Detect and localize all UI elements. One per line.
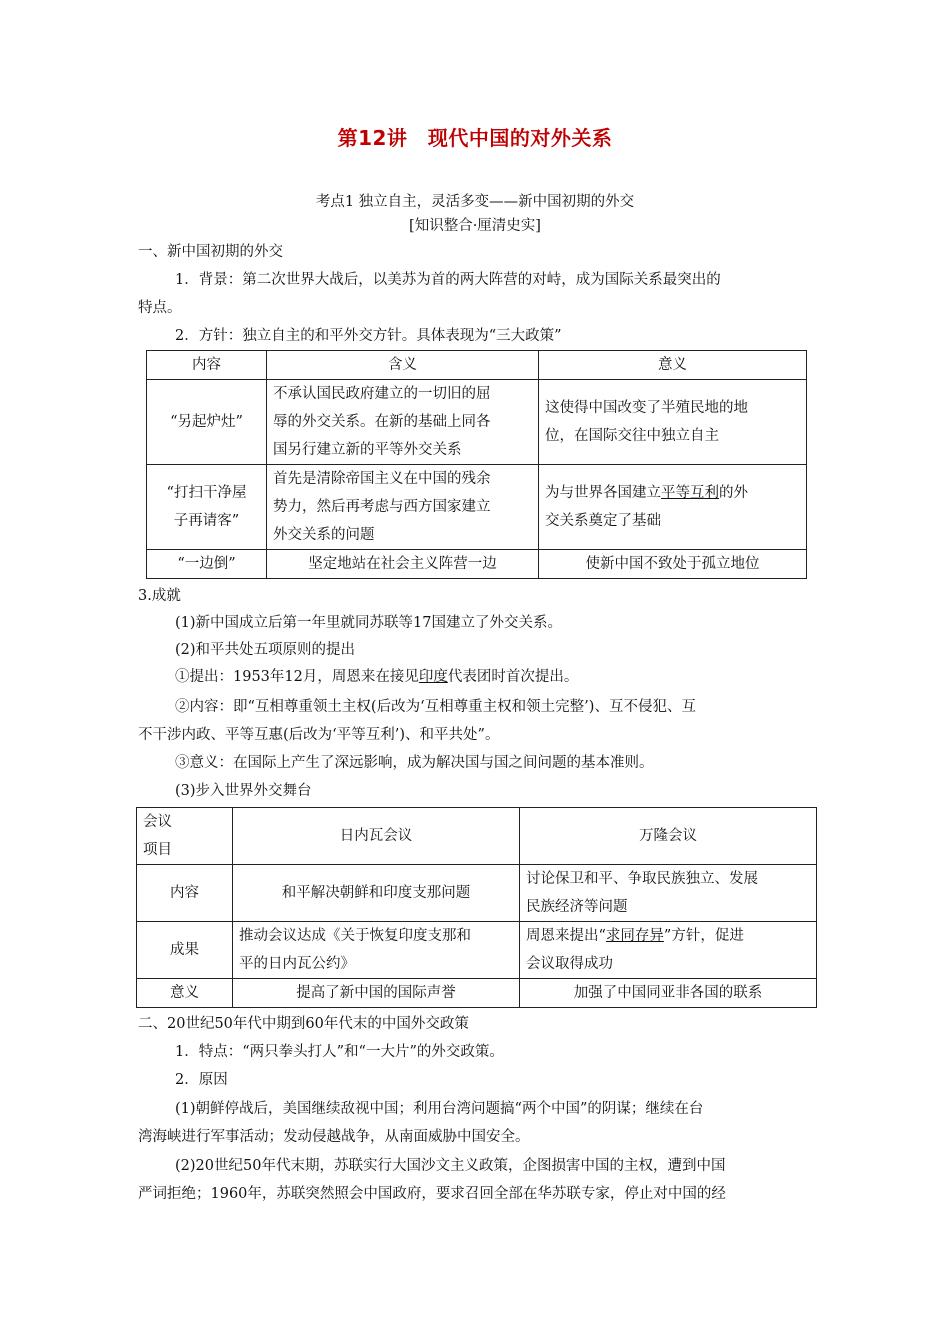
policy-name: “一边倒” <box>147 550 267 579</box>
geneva-significance: 提高了新中国的国际声誉 <box>233 979 520 1008</box>
achievement-2-significance: ③意义：在国际上产生了深远影响，成为解决国与国之间问题的基本准则。 <box>175 755 654 771</box>
page-title: 第12讲 现代中国的对外关系 <box>337 126 613 150</box>
conferences-table <box>136 807 817 1008</box>
cell-line: 项目 <box>143 842 172 858</box>
policy-meaning <box>267 465 539 550</box>
table-row <box>137 865 817 922</box>
policy-significance <box>539 380 807 465</box>
cell-line: 会议取得成功 <box>526 956 613 972</box>
background-line-1: 1．背景：第二次世界大战后，以美苏为首的两大阵营的对峙，成为国际关系最突出的 <box>175 272 721 288</box>
table-header-row <box>137 808 817 865</box>
text-span: ①提出：1953年12月，周恩来在接见 <box>175 669 419 685</box>
underlined-term: 求同存异 <box>605 928 664 944</box>
cell-line: 推动会议达成《关于恢复印度支那和 <box>239 928 471 944</box>
achievement-3: (3)步入世界外交舞台 <box>175 783 312 799</box>
text-span: 的外 <box>719 485 748 501</box>
table-header-cell: 意义 <box>539 351 807 380</box>
cell-line: 这使得中国改变了半殖民地的地 <box>545 400 748 416</box>
achievement-2-content-line-2: 不干涉内政、平等互惠(后改为‘平等互利’)、和平共处”。 <box>138 727 500 743</box>
cell-line: “打扫干净屋 <box>166 485 247 501</box>
underlined-term: 印度 <box>418 669 448 685</box>
row-label: 内容 <box>137 865 233 922</box>
table-row <box>147 380 807 465</box>
background-line-2: 特点。 <box>138 300 182 316</box>
table-header-cell: 含义 <box>267 351 539 380</box>
section-heading-2: 二、20世纪50年代中期到60年代末的中国外交政策 <box>138 1016 469 1032</box>
policy-meaning <box>267 380 539 465</box>
cell-line: 首先是清除帝国主义在中国的残余 <box>273 471 491 487</box>
cell-line: 位，在国际交往中独立自主 <box>545 428 719 444</box>
cell-line: 势力，然后再考虑与西方国家建立 <box>273 499 491 515</box>
reason-1-line-2: 湾海峡进行军事活动；发动侵越战争，从南面威胁中国安全。 <box>138 1129 530 1145</box>
text-span: ”方针，促进 <box>663 928 744 944</box>
table-row <box>137 979 817 1008</box>
table-header-cell: 万隆会议 <box>520 808 817 865</box>
achievement-1: (1)新中国成立后第一年里就同苏联等17国建立了外交关系。 <box>175 615 562 631</box>
section-tag: [知识整合·厘清史实] <box>409 218 541 234</box>
achievement-heading: 3.成就 <box>138 588 181 604</box>
cell-line: 国另行建立新的平等外交关系 <box>273 442 462 458</box>
table-header-cell: 内容 <box>147 351 267 380</box>
table-row <box>147 550 807 579</box>
cell-line: 外交关系的问题 <box>273 527 375 543</box>
reasons-heading: 2．原因 <box>175 1072 228 1088</box>
row-label: 意义 <box>137 979 233 1008</box>
three-policies-table <box>146 350 807 579</box>
section-heading-1: 一、新中国初期的外交 <box>138 244 283 260</box>
cell-line: 辱的外交关系。在新的基础上同各 <box>273 414 491 430</box>
policy-name: “另起炉灶” <box>147 380 267 465</box>
achievement-2: (2)和平共处五项原则的提出 <box>175 642 356 658</box>
table-row <box>147 465 807 550</box>
reason-2-line-2: 严词拒绝；1960年，苏联突然照会中国政府，要求召回全部在华苏联专家，停止对中国的经 <box>138 1186 726 1202</box>
cell-line: 会议 <box>143 814 172 830</box>
cell-line: 平的日内瓦公约》 <box>239 956 355 972</box>
geneva-content: 和平解决朝鲜和印度支那问题 <box>233 865 520 922</box>
row-label: 成果 <box>137 922 233 979</box>
policy-meaning: 坚定地站在社会主义阵营一边 <box>267 550 539 579</box>
bandung-significance: 加强了中国同亚非各国的联系 <box>520 979 817 1008</box>
reason-1-line-1: (1)朝鲜停战后，美国继续敌视中国；利用台湾问题搞“两个中国”的阴谋；继续在台 <box>175 1101 704 1117</box>
policy-line: 2．方针：独立自主的和平外交方针。具体表现为“三大政策” <box>175 328 562 344</box>
policy-significance: 使新中国不致处于孤立地位 <box>539 550 807 579</box>
policy-name <box>147 465 267 550</box>
text-span: 代表团时首次提出。 <box>447 669 579 685</box>
table-row <box>137 922 817 979</box>
section-subtitle: 考点1 独立自主，灵活多变——新中国初期的外交 <box>315 194 635 210</box>
geneva-result <box>233 922 520 979</box>
policy-significance <box>539 465 807 550</box>
achievement-2-proposal <box>0 665 950 686</box>
achievement-2-content-line-1: ②内容：即“互相尊重领土主权(后改为‘互相尊重主权和领土完整’)、互不侵犯、互 <box>175 699 696 715</box>
features-line: 1．特点：“两只拳头打人”和“一大片”的外交政策。 <box>175 1044 504 1060</box>
cell-line <box>545 479 800 507</box>
bandung-result <box>520 922 817 979</box>
underlined-term: 平等互利 <box>661 485 719 501</box>
table-header-row <box>147 351 807 380</box>
cell-line: 子再请客” <box>173 513 240 529</box>
bandung-content <box>520 865 817 922</box>
table-header-cell: 日内瓦会议 <box>233 808 520 865</box>
cell-line: 讨论保卫和平、争取民族独立、发展 <box>526 871 758 887</box>
cell-line <box>526 922 810 950</box>
cell-line: 不承认国民政府建立的一切旧的屈 <box>273 386 491 402</box>
corner-cell <box>137 808 233 865</box>
cell-line: 民族经济等问题 <box>526 899 628 915</box>
reason-2-line-1: (2)20世纪50年代末期，苏联实行大国沙文主义政策，企图损害中国的主权，遭到中国 <box>175 1158 726 1174</box>
cell-line: 交关系奠定了基础 <box>545 513 661 529</box>
text-span: 周恩来提出“ <box>526 928 606 944</box>
text-span: 为与世界各国建立 <box>545 485 661 501</box>
